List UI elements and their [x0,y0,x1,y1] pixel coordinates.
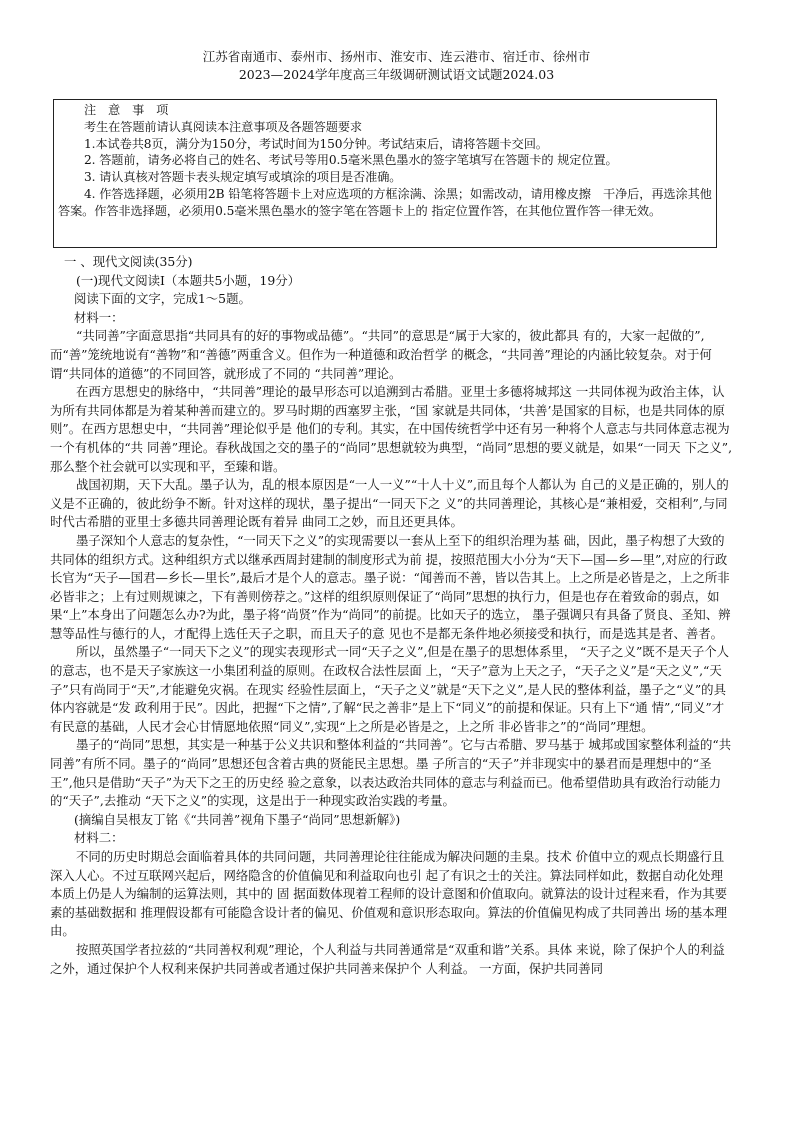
document-title-line2: 2023—2024学年度高三年级调研测试语文试题2024.03 [238,67,555,82]
notice-box [53,99,717,248]
paragraph-7: 不同的历史时期总会面临着具体的共同问题，共同善理论往往能成为解决问题的圭臬。技术 价值中立的观点长期盛行且深入人心。不过互联网兴起后，网络隐含的价值偏见和利益取向也引 起了有识之士的关注。算法同样如此，数据自动化处理本质上仍是人为编制的运算法则，其中的 固 据面数体现着工程师的设计意图和价值取向。就算法的设计过程来看，作为其要素的基础数据和 推理假设都有可能隐含设计者的偏见、价值观和意识形态取向。算法的价值偏见构成了共同善出 场的基本理由。 [50,849,727,939]
paragraph-2: 在西方思想史的脉络中，“共同善”理论的最早形态可以追溯到古希腊。亚里士多德将城邦这 一共同体视为政治主体，认为所有共同体都是为着某种善而建立的。罗马时期的西塞罗主张，“国 家就是共同体，‘共善’是国家的目标，也是共同体的原则”。在西方思想史中，“共同善”理论似乎是 他们的专利。其实，在中国传统哲学中还有另一种将个人意志与共同体意志视为一个有机体的“共 同善”理论。春秋战国之交的墨子的“尚同”思想就较为典型，“尚同”思想的要义就是，如果“一同天 下之义”,那么整个社会就可以实现和平，至臻和谐。 [50,384,733,474]
paragraph-4: 墨子深知个人意志的复杂性，“一同天下之义”的实现需要以一套从上至下的组织治理为基 础，因此，墨子构想了大致的共同体的组织方式。这种组织方式以继承西周封建制的制度形式为前 提，按照范围大小分为“天下—国—乡—里”,对应的行政长官为“天子—国君—乡长—里长”,最后才是个人的意志。墨子说：“闻善而不善，皆以告其上。上之所是必皆是之，上之所非必皆非之；上有过则规谏之，下有善则傍荐之。”这样的组织原则保证了“尚同”思想的执行力，但是也存在着致命的弱点，如果“上”本身出了问题怎么办?为此，墨子将“尚贤”作为“尚同”的前提。比如天子的选立， 墨子强调只有具备了贤良、圣知、辨慧等品性与德行的人，才配得上选任天子之职，而且天子的意 见也不是都无条件地必须接受和执行，而是选其是者、善者。 [50,532,731,641]
material1-label: 材料一： [74,309,124,325]
paragraph-1: “共同善”字面意思指“共同具有的好的事物或品德”。“共同”的意思是“属于大家的，彼此都具 有的，大家一起做的”,而“善”笼统地说有“善物”和“善德”两重含义。但作为一种道德和政治哲学 的概念，“共同善”理论的内涵比较复杂。对于何谓“共同体的道德”的不同回答，就形成了不同的 “共同善”理论。 [50,328,712,381]
notice-item-2: 2. 答题前，请务必将自己的姓名、考试号等用0.5毫米黑色墨水的签字笔填写在答题卡的 规定位置。 [84,153,618,168]
reading-section [50,253,734,978]
section-heading: 一 、现代文阅读(35分) [64,254,193,269]
notice-heading: 注 意 事 项 [84,103,173,117]
paragraph-6: 墨子的“尚同”思想，其实是一种基于公义共识和整体利益的“共同善”。它与古希腊、罗马基于 城邦或国家整体利益的“共同善”有所不同。墨子的“尚同”思想还包含着古典的贤能民主思想。墨 子所言的“天子”并非现实中的暴君而是理想中的“圣王”,他只是借助“天子”为天下之王的历史经 验之意象，以表达政治共同体的意志与利益而已。他希望借助具有政治行动能力的“天子”,去推动 “天下之义”的实现，这是出于一种现实政治实践的考量。 [50,737,732,809]
paragraph-5: 所以，虽然墨子“一同天下之义”的现实表现形式一同“天子之义”,但是在墨子的思想体系里， “天子之义”既不是天子个人的意志，也不是天子家族这一小集团利益的原则。在政权合法性层面 上，“天子”意为上天之子，“天子之义”是“天之义”,“天子”只有尚同于“天”,才能避免灾祸。在现实 经验性层面上，“天子之义”就是“天下之义”,是人民的整体利益，墨子之“义”的具体内容就是“发 政利用于民”。因此，把握“下之情”,了解“民之善非”是上下“同义”的前提和保证。只有上下“通 情”,“同义”才有民意的基础，人民才会心甘情愿地依照“同义”,实现“上之所是必皆是之，上之所 非必皆非之”的“尚同”理想。 [50,644,730,734]
paragraph-8: 按照英国学者拉兹的“共同善权利观”理论，个人利益与共同善通常是“双重和谐”关系。具体 来说，除了保护个人的利益之外，通过保护个人权利来保护共同善或者通过保护共同善来保护个 人利益。 一方面，保护共同善同 [50,941,725,976]
instruction: 阅读下面的文字，完成1～5题。 [74,291,251,307]
notice-intro: 考生在答题前请认真阅读本注意事项及各题答题要求 [84,119,363,134]
notice-item-3: 3. 请认真核对答题卡表头规定填写或填涂的项目是否准确。 [84,170,402,185]
section-subheading: (一)现代文阅读I（本题共5小题，19分） [76,272,301,288]
paragraph-3: 战国初期，天下大乱。墨子认为，乱的根本原因是“一人一义”“十人十义”,而且每个人都认为 自己的义是正确的，别人的义是不正确的，彼此纷争不断。针对这样的现状，墨子提出“一同天下之 义”的共同善理论，其核心是“兼相爱，交相利”,与同时代古希腊的亚里士多德共同善理论既有着异 曲同工之妙，而且还更具体。 [50,477,729,530]
source-citation: (摘编自吴根友丁铭《“共同善”视角下墨子“尚同”思想新解》) [74,811,401,827]
notice-item-4: 4. 作答选择题，必须用2B 铅笔将答题卡上对应选项的方框涂满、涂黑；如需改动，请用橡皮擦 干净后，再选涂其他答案。作答非选择题，必须用0.5毫米黑色墨水的签字笔在答题卡上的 指定位置作答，在其他位置作答一律无效。 [58,186,712,218]
notice-item-1: 1.本试卷共8页，满分为150分，考试时间为150分钟。考试结束后，请将答题卡交回。 [84,136,548,151]
document-title-line1: 江苏省南通市、泰州市、扬州市、淮安市、连云港市、宿迁市、徐州市 [202,49,591,64]
material2-label: 材料二： [74,830,124,846]
